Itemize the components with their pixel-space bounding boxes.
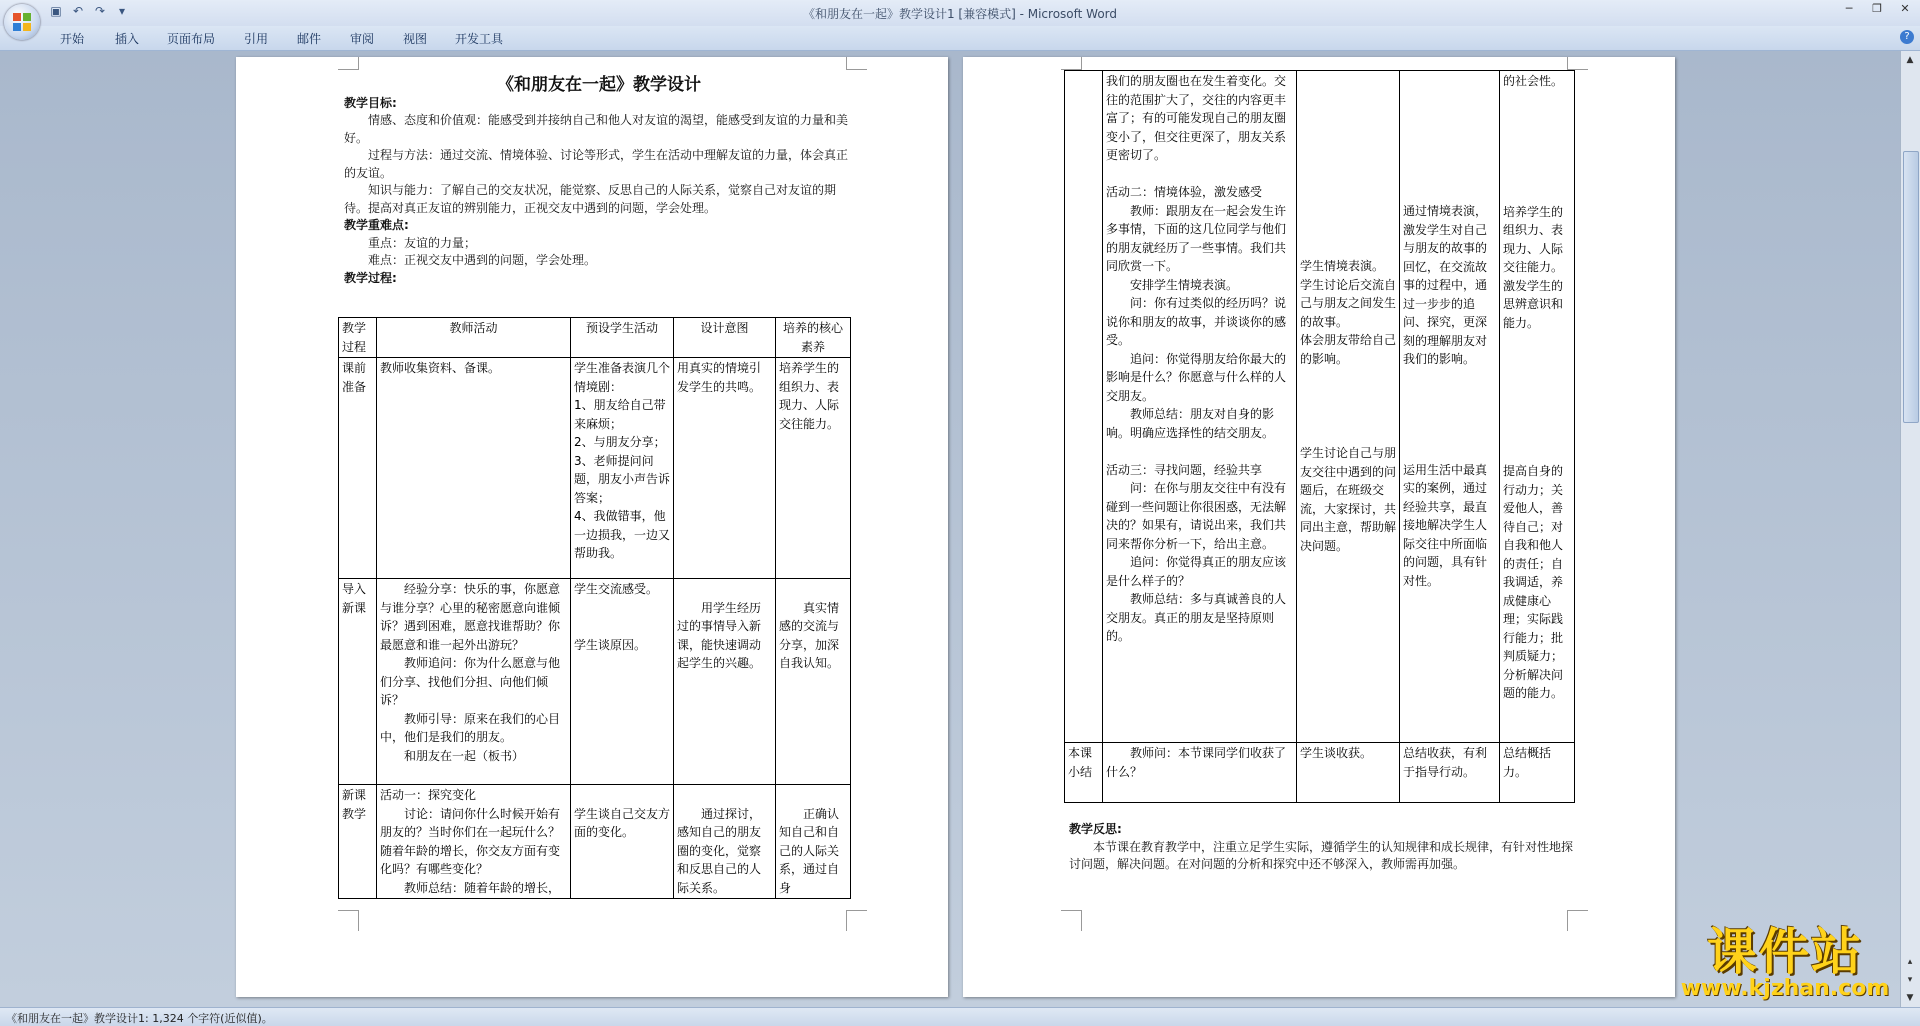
cell-paragraph: 培养学生的组织力、表现力、人际交往能力。 xyxy=(779,361,840,431)
cell-paragraph: 教师追问：你为什么愿意与他们分享、找他们分担、向他们倾诉？ xyxy=(380,656,561,707)
scroll-up-icon[interactable]: ▲ xyxy=(1906,55,1914,65)
cell-paragraph: 运用生活中最真实的案例，通过经验共享，最直接地解决学生人际交往中所面临的问题，具有针对性。 xyxy=(1403,462,1488,588)
table-header-cell: 培养的核心素养 xyxy=(776,318,851,358)
document-workspace xyxy=(0,51,1900,1007)
teacher-cell xyxy=(377,785,571,899)
scroll-down-icon[interactable]: ▾ xyxy=(1907,975,1913,985)
cell-paragraph: 活动一：探究变化 xyxy=(380,788,477,802)
status-word-count[interactable]: 《和朋友在一起》教学设计1: 1,324 个字符(近似值)。 xyxy=(6,1012,273,1025)
crop-mark xyxy=(846,57,867,70)
cell-paragraph: 正确认知自己和自己的人际关系，通过自身 xyxy=(779,806,840,895)
table-row xyxy=(339,579,851,785)
scroll-down-icon[interactable]: ▼ xyxy=(1906,993,1914,1003)
document-page-1[interactable] xyxy=(236,57,948,997)
cell-paragraph: 培养学生的组织力、表现力、人际交往能力。激发学生的思辨意识和能力。 xyxy=(1503,204,1564,330)
table-row xyxy=(339,358,851,579)
cell-paragraph: 1、朋友给自己带来麻烦； xyxy=(574,398,666,431)
cell-paragraph: 通过情境表演，激发学生对自己与朋友的故事的回忆，在交流故事的过程中，通过一步步的追问、探究，更深刻的理解朋友对我们的影响。 xyxy=(1403,204,1488,366)
student-cell xyxy=(571,785,674,899)
redo-icon[interactable]: ↷ xyxy=(94,4,106,18)
tab-insert[interactable]: 插入 xyxy=(115,32,140,46)
core-cell xyxy=(1500,743,1575,803)
tab-mailings[interactable]: 邮件 xyxy=(297,32,322,46)
key-heading: 教学重难点: xyxy=(344,218,409,232)
cell-paragraph: 提高自身的行动力；关爱他人，善待自己；对自我和他人的责任；自我调适，养成健康心理；实际践行能力；批判质疑力；分析解决问题的能力。 xyxy=(1503,464,1564,700)
cell-paragraph: 真实情感的交流与分享，加深自我认知。 xyxy=(779,600,840,670)
cell-paragraph: 活动三：寻找问题，经验共享 xyxy=(1106,462,1263,477)
goal-paragraph: 过程与方法：通过交流、情境体验、讨论等形式，学生在活动中理解友谊的力量，体会真正的友谊。 xyxy=(344,148,849,180)
lesson-table-page2 xyxy=(1064,70,1575,803)
tab-home[interactable]: 开始 xyxy=(60,32,85,46)
document-page-2[interactable] xyxy=(963,57,1675,997)
cell-paragraph: 学生情境表演。 xyxy=(1300,259,1385,273)
stage-cell: 课前准备 xyxy=(339,358,377,579)
cell-paragraph: 总结收获，有利于指导行动。 xyxy=(1403,746,1488,779)
office-logo-icon xyxy=(13,13,31,31)
intent-cell xyxy=(1400,71,1500,743)
undo-icon[interactable]: ↶ xyxy=(72,4,84,18)
cell-paragraph: 追问：你觉得真正的朋友应该是什么样子的？ xyxy=(1106,555,1287,588)
intent-cell xyxy=(674,358,776,579)
key-point: 难点：正视交友中遇到的问题，学会处理。 xyxy=(368,253,597,267)
reflection-heading: 教学反思: xyxy=(1069,822,1122,836)
title-bar xyxy=(0,0,1920,26)
cell-paragraph: 总结概括力。 xyxy=(1503,746,1552,779)
cell-paragraph: 学生谈自己交友方面的变化。 xyxy=(574,806,671,839)
cell-paragraph xyxy=(779,786,847,805)
cell-paragraph: 教师总结：多与真诚善良的人交朋友。真正的朋友是坚持原则的。 xyxy=(1106,592,1287,643)
table-header-cell: 预设学生活动 xyxy=(571,318,674,358)
window-title: 《和朋友在一起》教学设计1 [兼容模式] - Microsoft Word xyxy=(802,7,1118,21)
intent-cell xyxy=(1400,743,1500,803)
table-row xyxy=(339,785,851,899)
cell-paragraph: 教师总结：朋友对自身的影响。明确应选择性的结交朋友。 xyxy=(1106,407,1275,440)
crop-mark xyxy=(1061,910,1082,931)
cell-paragraph: 经验分享：快乐的事，你愿意与谁分享？心里的秘密愿意向谁倾诉？遇到困难，愿意找谁帮助？你最愿意和谁一起外出游玩？ xyxy=(380,582,561,652)
cell-paragraph: 我们的朋友圈也在发生着变化。交往的范围扩大了，交往的内容更丰富了；有的可能发现自己的朋友圈变小了，但交往更深了，朋友关系更密切了。 xyxy=(1106,74,1287,162)
crop-mark xyxy=(338,910,359,931)
stage-cell xyxy=(1065,71,1103,743)
core-cell xyxy=(1500,71,1575,743)
cell-paragraph: 学生谈原因。 xyxy=(574,637,647,652)
stage-cell: 新课教学 xyxy=(339,785,377,899)
key-point: 重点：友谊的力量； xyxy=(368,235,477,250)
stage-cell: 导入新课 xyxy=(339,579,377,785)
cell-paragraph: 教师：跟朋友在一起会发生许多事情，下面的这几位同学与他们的朋友就经历了一些事情。我们共同欣赏一下。 xyxy=(1106,203,1287,273)
cell-paragraph: 安排学生情境表演。 xyxy=(1130,277,1239,292)
student-cell xyxy=(571,358,674,579)
tab-review[interactable]: 审阅 xyxy=(350,32,375,46)
cell-paragraph xyxy=(1106,442,1293,461)
cell-paragraph: 学生讨论自己与朋友交往中遇到的问题后，在班级交流，大家探讨，共同出主意，帮助解决问题。 xyxy=(1300,446,1397,553)
office-button[interactable] xyxy=(4,4,40,40)
window-controls xyxy=(1842,2,1912,16)
cell-paragraph: 体会朋友带给自己的影响。 xyxy=(1300,333,1397,366)
crop-mark xyxy=(1567,57,1588,70)
reflection-section xyxy=(1069,821,1573,874)
minimize-icon[interactable]: ─ xyxy=(1845,2,1853,15)
table-header-cell: 教学过程 xyxy=(339,318,377,358)
cell-paragraph xyxy=(1106,165,1293,184)
cell-paragraph: 教师引导：原来在我们的心目中，他们是我们的朋友。 xyxy=(380,711,561,744)
cell-paragraph: 通过探讨，感知自己的朋友圈的变化，觉察和反思自己的人际关系。 xyxy=(677,806,762,895)
page1-body xyxy=(344,77,854,287)
teacher-cell xyxy=(377,358,571,579)
cell-paragraph xyxy=(574,599,670,618)
cell-paragraph: 追问：你觉得朋友给你最大的影响是什么？你愿意与什么样的人交朋友。 xyxy=(1106,351,1287,403)
status-bar xyxy=(0,1007,1920,1026)
cell-paragraph: 4、我做错事，他一边损我，一边又帮助我。 xyxy=(574,509,671,560)
cell-paragraph: 3、老师提问问题，朋友小声告诉答案； xyxy=(574,453,671,505)
crop-mark xyxy=(1061,57,1082,70)
cell-paragraph xyxy=(677,580,772,599)
tab-page-layout[interactable]: 页面布局 xyxy=(167,32,216,46)
crop-mark xyxy=(338,57,359,70)
student-cell xyxy=(571,579,674,785)
cell-paragraph: 学生准备表演几个情境剧： xyxy=(574,361,671,394)
cell-paragraph: 问：在你与朋友交往中有没有碰到一些问题让你很困惑，无法解决的？如果有，请说出来，我们共同来帮你分析一下，给出主意。 xyxy=(1106,481,1287,551)
crop-mark xyxy=(1567,910,1588,931)
intent-cell xyxy=(674,579,776,785)
ribbon-tab-bar xyxy=(0,26,1920,51)
save-icon[interactable]: ▣ xyxy=(50,4,62,18)
cell-paragraph: 学生交流感受。 xyxy=(574,582,659,596)
customize-icon[interactable]: ▾ xyxy=(118,4,126,18)
teacher-cell xyxy=(1103,743,1297,803)
cell-paragraph: 的社会性。 xyxy=(1503,74,1564,88)
cell-paragraph: 用真实的情境引发学生的共鸣。 xyxy=(677,361,762,394)
cell-paragraph: 2、与朋友分享； xyxy=(574,435,666,449)
teacher-cell xyxy=(377,579,571,785)
core-cell xyxy=(776,358,851,579)
process-heading: 教学过程: xyxy=(344,270,397,285)
cell-paragraph: 和朋友在一起（板书） xyxy=(404,748,525,763)
stage-cell: 本课小结 xyxy=(1065,743,1103,803)
goal-paragraph: 情感、态度和价值观：能感受到并接纳自己和他人对友谊的渴望，能感受到友谊的力量和美好。 xyxy=(344,113,849,145)
student-cell xyxy=(1297,71,1400,743)
cell-paragraph xyxy=(677,786,772,805)
doc-title: 《和朋友在一起》教学设计 xyxy=(497,75,701,95)
teacher-cell xyxy=(1103,71,1297,743)
cell-paragraph: 用学生经历过的事情导入新课，能快速调动起学生的兴趣。 xyxy=(677,600,762,670)
goals-heading: 教学目标: xyxy=(344,95,397,110)
help-icon[interactable]: ? xyxy=(1900,30,1914,44)
crop-mark xyxy=(846,910,867,931)
vertical-scrollbar[interactable] xyxy=(1900,51,1920,1007)
cell-paragraph: 教师总结：随着年龄的增长， xyxy=(404,880,561,895)
table-header-row xyxy=(339,318,851,358)
cell-paragraph xyxy=(574,617,670,636)
cell-paragraph: 学生谈收获。 xyxy=(1300,746,1373,760)
scroll-up-icon[interactable]: ▴ xyxy=(1907,957,1913,967)
cell-paragraph: 教师收集资料、备课。 xyxy=(380,361,501,375)
intent-cell xyxy=(674,785,776,899)
cell-paragraph: 问：你有过类似的经历吗？说说你和朋友的故事，并谈谈你的感受。 xyxy=(1106,296,1287,347)
core-cell xyxy=(776,785,851,899)
student-cell xyxy=(1297,743,1400,803)
cell-paragraph xyxy=(779,580,847,599)
cell-paragraph: 学生讨论后交流自己与朋友之间发生的故事。 xyxy=(1300,277,1397,329)
table-row xyxy=(1065,71,1575,743)
table-header-cell: 教师活动 xyxy=(377,318,571,358)
tab-references[interactable]: 引用 xyxy=(244,32,269,46)
cell-paragraph: 讨论：请问你什么时候开始有朋友的？当时你们在一起玩什么？随着年龄的增长，你交友方面有变化吗？有哪些变化？ xyxy=(380,806,561,876)
restore-icon[interactable]: ❐ xyxy=(1872,2,1882,15)
watermark-logo xyxy=(1670,923,1900,1001)
tab-view[interactable]: 视图 xyxy=(403,32,428,46)
table-row xyxy=(1065,743,1575,803)
close-icon[interactable]: ✕ xyxy=(1900,2,1910,15)
reflection-paragraph: 本节课在教育教学中，注重立足学生实际，遵循学生的认知规律和成长规律，有针对性地探讨问题，解决问题。在对问题的分析和探究中还不够深入，教师需再加强。 xyxy=(1069,839,1574,871)
cell-paragraph: 教师问：本节课同学们收获了什么？ xyxy=(1106,746,1287,779)
core-cell xyxy=(776,579,851,785)
watermark-url: www.kjzhan.com xyxy=(1680,976,1890,1001)
cell-paragraph xyxy=(574,786,670,805)
table-header-cell: 设计意图 xyxy=(674,318,776,358)
lesson-table-page1 xyxy=(338,317,851,899)
goal-paragraph: 知识与能力：了解自己的交友状况，能觉察、反思自己的人际关系，觉察自己对友谊的期待。提高对真正友谊的辨别能力，正视交友中遇到的问题，学会处理。 xyxy=(344,183,837,215)
scrollbar-thumb[interactable] xyxy=(1903,151,1919,423)
cell-paragraph: 活动二：情境体验，激发感受 xyxy=(1106,185,1263,199)
tab-developer[interactable]: 开发工具 xyxy=(455,32,504,46)
watermark-brand: 课件站 xyxy=(1707,923,1863,981)
